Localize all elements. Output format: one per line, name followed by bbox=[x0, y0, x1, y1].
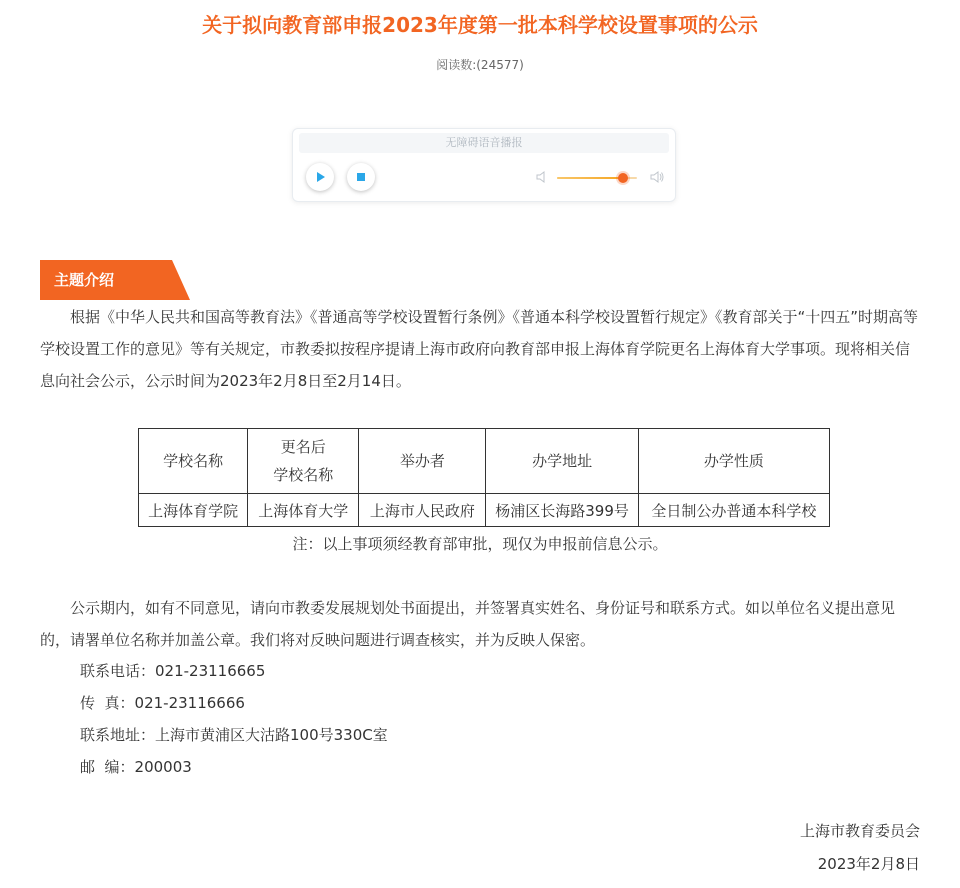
stop-icon bbox=[356, 172, 366, 182]
intro-paragraph: 根据《中华人民共和国高等教育法》《普通高等学校设置暂行条例》《普通本科学校设置暂行规定》《教育部关于“十四五”时期高等学校设置工作的意见》等有关规定，市教委拟按程序提请上海市政府向教育部申报上海体育学院更名上海体育大学事项。现将相关信息向社会公示，公示时间为2023年2月8日至2月14日。 bbox=[40, 308, 919, 390]
contact-postcode: 邮 编：200003 bbox=[80, 758, 192, 776]
table-note: 注：以上事项须经教育部审批，现仅为申报前信息公示。 bbox=[292, 535, 668, 553]
table-cell: 上海体育学院 bbox=[139, 494, 248, 527]
table-cell: 上海市人民政府 bbox=[359, 494, 486, 527]
contact-phone: 联系电话：021-23116665 bbox=[80, 662, 266, 680]
play-button[interactable] bbox=[306, 163, 334, 191]
table-cell: 上海体育大学 bbox=[248, 494, 359, 527]
stop-button[interactable] bbox=[347, 163, 375, 191]
section-tag-label: 主题介绍 bbox=[54, 271, 115, 289]
contact-fax: 传 真：021-23116666 bbox=[80, 694, 245, 712]
table-row bbox=[139, 494, 830, 527]
play-icon bbox=[314, 171, 326, 183]
volume-low-icon[interactable] bbox=[535, 170, 549, 184]
contact-address: 联系地址：上海市黄浦区大沽路100号330C室 bbox=[80, 726, 388, 744]
signature-org: 上海市教育委员会 bbox=[799, 822, 920, 840]
feedback-paragraph: 公示期内，如有不同意见，请向市教委发展规划处书面提出，并签署真实姓名、身份证号和联系方式。如以单位名义提出意见的，请署单位名称并加盖公章。我们将对反映问题进行调查核实，并为反映人保密。 bbox=[40, 599, 896, 649]
table-header-row bbox=[139, 429, 830, 494]
read-count: 阅读数:(24577) bbox=[436, 58, 524, 72]
signature-date: 2023年2月8日 bbox=[817, 855, 920, 873]
table-header-cell: 办学地址 bbox=[486, 429, 638, 494]
table-header-cell: 学校名称 bbox=[139, 429, 248, 494]
volume-slider[interactable] bbox=[557, 177, 637, 179]
volume-high-icon[interactable] bbox=[649, 170, 665, 184]
table-cell: 杨浦区长海路399号 bbox=[486, 494, 638, 527]
article-title: 关于拟向教育部申报2023年度第一批本科学校设置事项的公示 bbox=[202, 13, 758, 37]
volume-fill bbox=[557, 177, 623, 179]
table-cell: 全日制公办普通本科学校 bbox=[638, 494, 829, 527]
section-tag bbox=[40, 260, 190, 300]
info-table bbox=[138, 428, 830, 527]
table-header-cell: 更名后 学校名称 bbox=[248, 429, 359, 494]
volume-knob[interactable] bbox=[618, 173, 628, 183]
audio-player bbox=[292, 128, 676, 202]
table-header-cell: 举办者 bbox=[359, 429, 486, 494]
table-header-cell: 办学性质 bbox=[638, 429, 829, 494]
player-label: 无障碍语音播报 bbox=[299, 133, 669, 153]
